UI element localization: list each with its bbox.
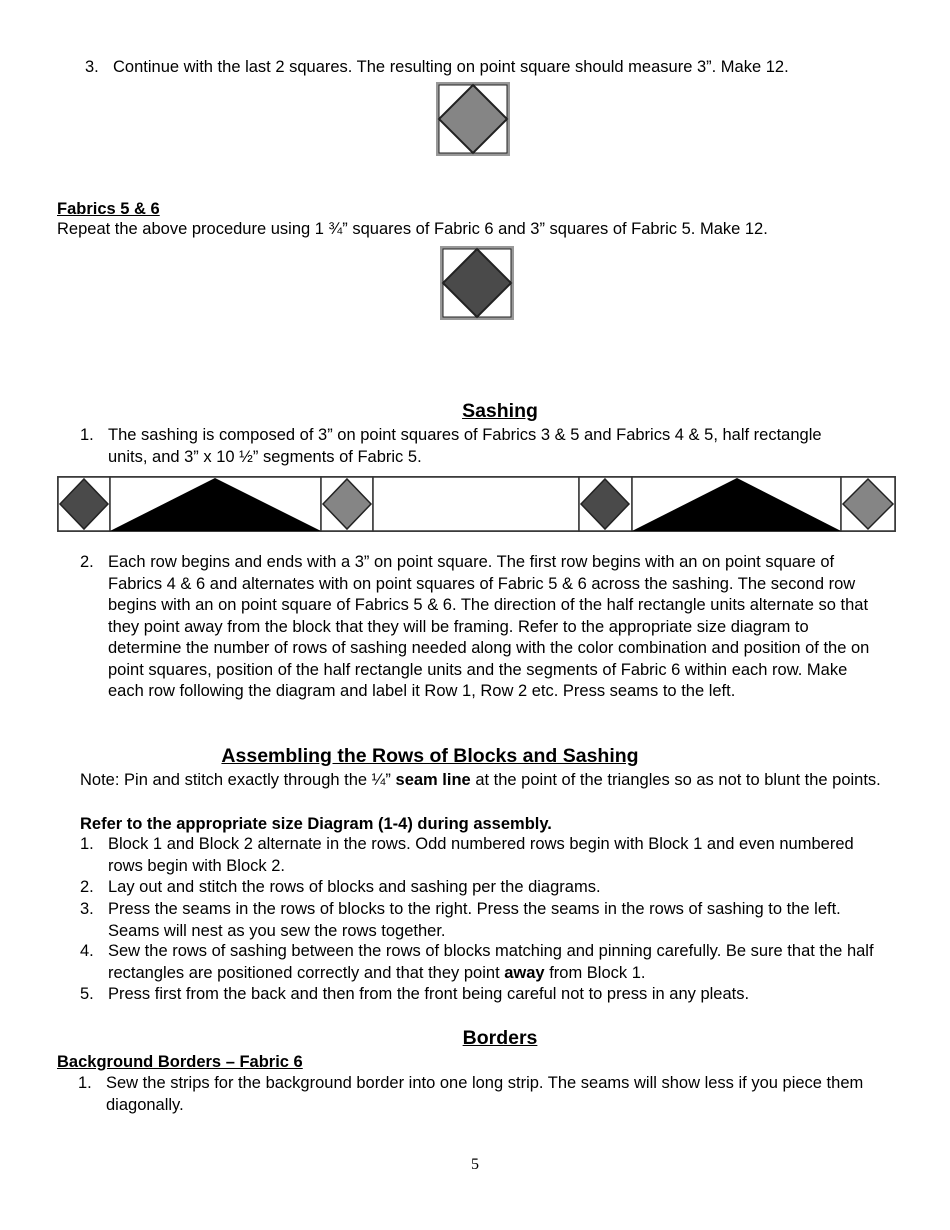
sashing-square-4 <box>841 477 895 531</box>
sashing-square-2 <box>321 477 373 531</box>
step-text: Continue with the last 2 squares. The resulting on point square should measure 3”. Make 12. <box>113 58 789 76</box>
sashing-strip-diagram <box>57 476 897 533</box>
sashing-square-1 <box>58 477 110 531</box>
step-number: 3. <box>80 900 94 918</box>
page-number: 5 <box>471 1156 479 1173</box>
assembling-refer: Refer to the appropriate size Diagram (1-4) during assembly. <box>80 815 552 833</box>
step-number: 1. <box>80 835 94 853</box>
background-borders-heading: Background Borders – Fabric 6 <box>57 1053 303 1071</box>
step-text: Press first from the back and then from the front being careful not to press in any pleats. <box>108 985 750 1003</box>
step-number: 1. <box>80 426 94 444</box>
step-number: 3. <box>85 58 99 76</box>
fabrics-5-6-text: Repeat the above procedure using 1 ¾” squares of Fabric 6 and 3” squares of Fabric 5. Make 12. <box>57 220 768 238</box>
sashing-title: Sashing <box>462 400 538 422</box>
step-text-bold: away <box>504 963 545 982</box>
on-point-square-light-diagram <box>436 82 510 156</box>
note-bold: seam line <box>395 771 471 789</box>
sashing-half-rectangle-2 <box>632 477 841 531</box>
step-text: Each row begins and ends with a 3” on point square. The first row begins with an on point square of Fabrics 4 & 6 and alternates with on point squares of Fabric 5 & 6 across the sashing. The second row begins with an on point square of Fabrics 5 & 6. The direction of the half rectangle units alternate so that they point away from the block that they will be framing. Refer to the appropriate size diagram to determine the number of rows of sashing needed along with the color combination and position of the on point squares, position of the half rectangle units and the segments of Fabric 6 within each row. Make each row following the diagram and label it Row 1, Row 2 etc. Press seams to the left. <box>108 553 870 700</box>
step-text: Press the seams in the rows of blocks to the right. Press the seams in the rows of sashing to the left. Seams will nest as you sew the rows together. <box>108 900 841 940</box>
fabrics-5-6-heading: Fabrics 5 & 6 <box>57 200 160 218</box>
step-number: 1. <box>78 1074 92 1092</box>
sashing-segment <box>373 477 579 531</box>
step-text: Lay out and stitch the rows of blocks and sashing per the diagrams. <box>108 878 601 896</box>
step-text-prefix: Sew the rows of sashing between the rows of blocks matching and pinning carefully. Be sure that the half rectangles are positioned correctly and that they point <box>108 942 874 982</box>
step-text <box>108 941 893 984</box>
borders-title: Borders <box>462 1027 538 1049</box>
step-number: 2. <box>80 878 94 896</box>
sashing-half-rectangle-1 <box>110 477 321 531</box>
step-number: 5. <box>80 985 94 1003</box>
on-point-square-dark-diagram <box>440 246 514 320</box>
step-number: 4. <box>80 942 94 960</box>
note-suffix: at the point of the triangles so as not to blunt the points. <box>470 771 881 789</box>
step-text-suffix: from Block 1. <box>544 963 646 982</box>
assembling-note <box>80 770 910 792</box>
assembling-title: Assembling the Rows of Blocks and Sashing <box>221 745 639 767</box>
sashing-square-3 <box>579 477 632 531</box>
step-text: Sew the strips for the background border into one long strip. The seams will show less if you piece them diagonally. <box>106 1074 864 1114</box>
note-prefix: Note: Pin and stitch exactly through the ¼” <box>80 771 396 789</box>
step-text: The sashing is composed of 3” on point squares of Fabrics 3 & 5 and Fabrics 4 & 5, half rectangle units, and 3” x 10 ½” segments of Fabric 5. <box>108 426 822 466</box>
step-number: 2. <box>80 553 94 571</box>
step-text: Block 1 and Block 2 alternate in the rows. Odd numbered rows begin with Block 1 and even numbered rows begin with Block 2. <box>108 835 854 875</box>
